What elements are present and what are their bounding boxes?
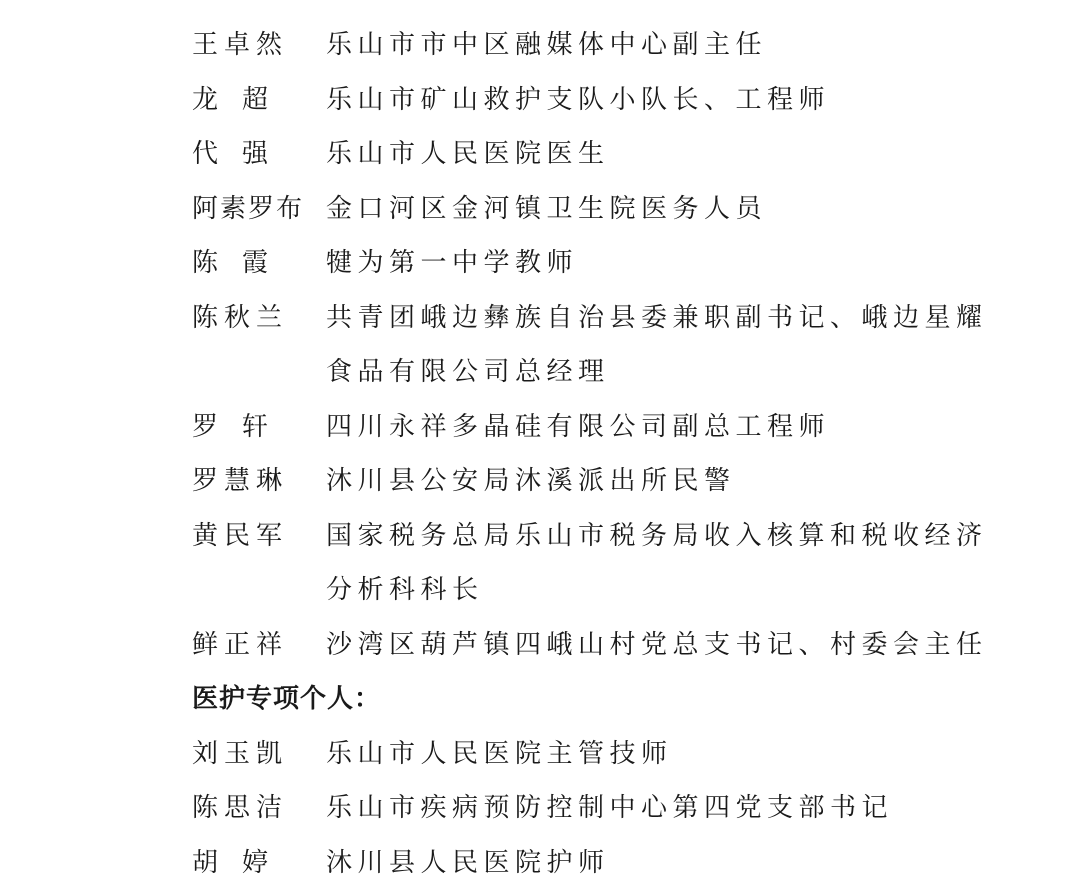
list-item: [192, 182, 992, 237]
section-heading: 医护专项个人：: [192, 672, 992, 727]
list-item: [192, 836, 992, 890]
list-item: [192, 291, 992, 400]
person-name: 龙超: [192, 73, 326, 128]
person-role: 金口河区金河镇卫生院医务人员: [326, 182, 992, 237]
list-item: [192, 509, 992, 618]
person-role: 共青团峨边彝族自治县委兼职副书记、峨边星耀食品有限公司总经理: [326, 291, 992, 400]
list-item: [192, 236, 992, 291]
person-name: 王卓然: [192, 18, 326, 73]
person-name: 阿素罗布: [192, 182, 326, 237]
list-item: [192, 73, 992, 128]
person-name: 罗轩: [192, 400, 326, 455]
person-role: 乐山市人民医院主管技师: [326, 727, 992, 782]
list-item: [192, 727, 992, 782]
list-item: [192, 127, 992, 182]
list-item: [192, 618, 992, 673]
person-role: 沙湾区葫芦镇四峨山村党总支书记、村委会主任: [326, 618, 992, 673]
list-item: [192, 781, 992, 836]
person-role: 犍为第一中学教师: [326, 236, 992, 291]
person-name: 陈秋兰: [192, 291, 326, 346]
list-item: [192, 400, 992, 455]
person-name: 刘玉凯: [192, 727, 326, 782]
person-name: 罗慧琳: [192, 454, 326, 509]
list-item: [192, 454, 992, 509]
person-name: 胡婷: [192, 836, 326, 890]
person-role: 乐山市市中区融媒体中心副主任: [326, 18, 992, 73]
person-name: 陈霞: [192, 236, 326, 291]
person-name: 代强: [192, 127, 326, 182]
person-name: 鲜正祥: [192, 618, 326, 673]
person-role: 四川永祥多晶硅有限公司副总工程师: [326, 400, 992, 455]
person-name: 陈思洁: [192, 781, 326, 836]
person-role: 乐山市矿山救护支队小队长、工程师: [326, 73, 992, 128]
person-role: 沐川县人民医院护师: [326, 836, 992, 890]
honor-list: [192, 18, 992, 890]
person-role: 乐山市疾病预防控制中心第四党支部书记: [326, 781, 992, 836]
list-item: [192, 18, 992, 73]
person-role: 乐山市人民医院医生: [326, 127, 992, 182]
person-name: 黄民军: [192, 509, 326, 564]
person-role: 沐川县公安局沐溪派出所民警: [326, 454, 992, 509]
person-role: 国家税务总局乐山市税务局收入核算和税收经济分析科科长: [326, 509, 992, 618]
